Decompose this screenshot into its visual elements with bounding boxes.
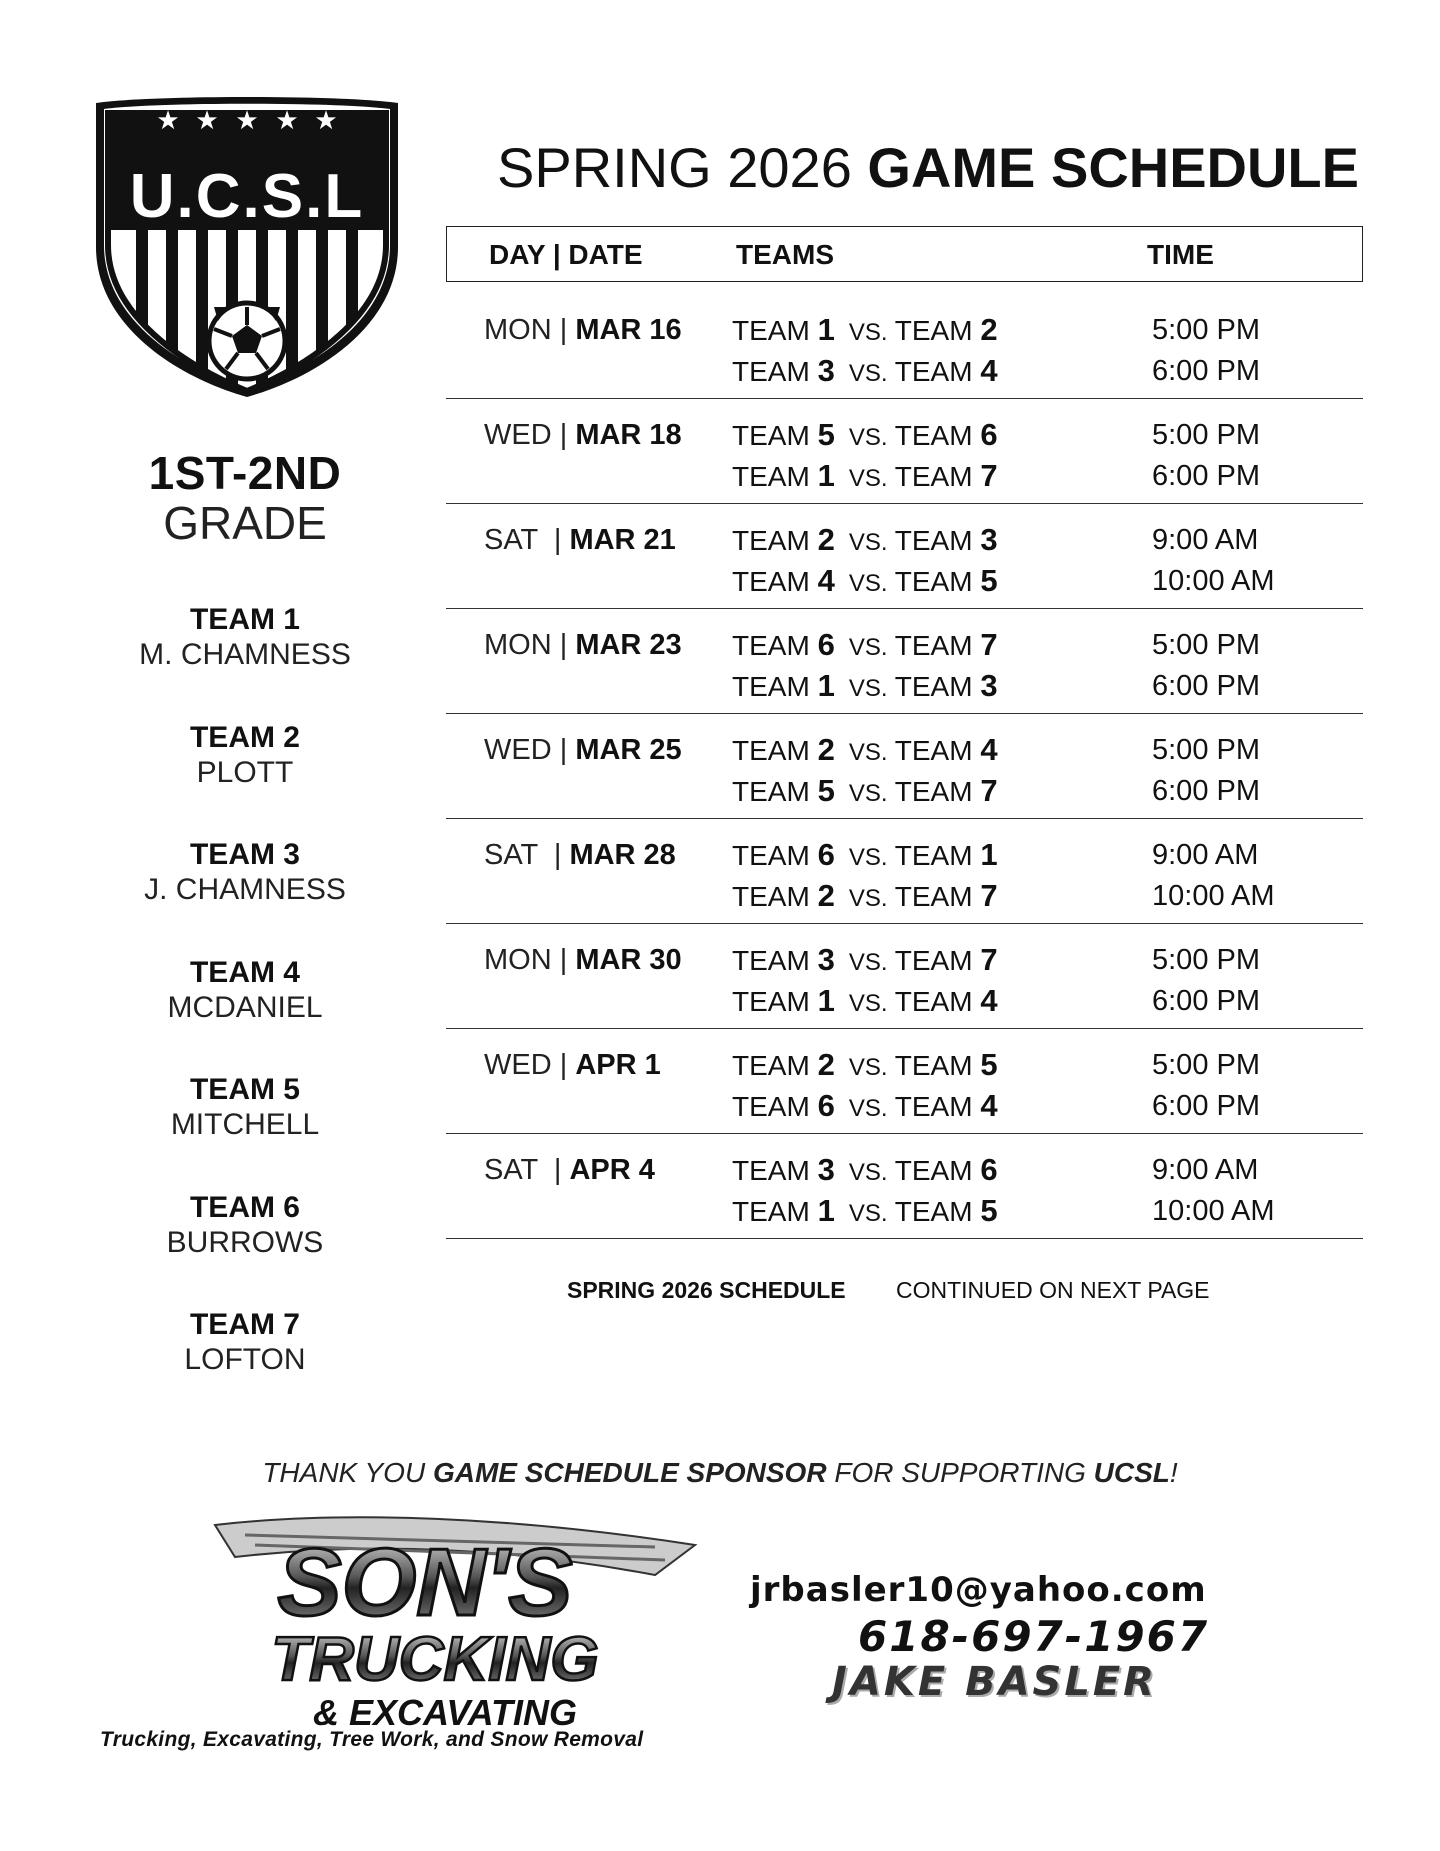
game-day-row [446,1030,1363,1134]
game-time: 6:00 PM [1152,460,1260,492]
home-team-number: 2 [817,522,835,557]
home-team-number: 3 [817,942,835,977]
star-icon: ★ [275,106,299,136]
away-team-number: 4 [980,353,998,388]
home-team-number: 2 [817,1047,835,1082]
sponsor-thanks [0,1457,1440,1489]
day-of-week: MON | [484,944,576,976]
game-time: 5:00 PM [1152,314,1260,346]
versus-label: VS. [848,1095,888,1122]
team-name: TEAM 7 [189,1308,300,1341]
game-time: 6:00 PM [1152,355,1260,387]
versus-label: VS. [848,570,888,597]
away-team-number: 4 [980,1088,998,1123]
day-of-week: MON | [484,314,576,346]
team-label: TEAM [732,630,810,661]
matchup [732,523,998,560]
team-label: TEAM [894,945,973,976]
header-day-date: DAY | DATE [489,239,643,270]
team-label: TEAM [732,356,810,387]
game-time: 10:00 AM [1152,565,1275,597]
sponsor-phone: 618-697-1967 [858,1612,1210,1661]
team-entry [90,721,400,839]
day-date-label [484,1048,661,1082]
game-date: APR 4 [569,1154,655,1186]
matchup [732,564,998,601]
team-label: TEAM [732,776,810,807]
team-label: TEAM [894,671,973,702]
logo-text: U.C.S.L [129,162,365,231]
team-name: TEAM 5 [189,1073,300,1106]
thanks-part: FOR SUPPORTING [826,1457,1094,1488]
team-label: TEAM [894,1196,973,1227]
game-date: MAR 25 [575,734,682,766]
game-time: 10:00 AM [1152,880,1275,912]
star-icon: ★ [156,106,180,136]
star-icon: ★ [314,106,338,136]
team-label: TEAM [732,420,810,451]
away-team-number: 2 [980,312,998,347]
team-label: TEAM [894,461,973,492]
team-label: TEAM [732,1196,810,1227]
team-coach: MITCHELL [170,1108,320,1141]
soccer-ball-icon [209,303,285,379]
matchup [732,1194,998,1231]
away-team-number: 7 [980,458,998,493]
header-teams: TEAMS [736,239,834,270]
home-team-number: 1 [817,1193,835,1228]
day-date-label [484,943,682,977]
title-bold: GAME SCHEDULE [867,136,1359,199]
sponsor-slogan: Trucking, Excavating, Tree Work, and Snow Removal [100,1728,644,1751]
versus-label: VS. [848,529,888,556]
versus-label: VS. [848,319,888,346]
home-team-number: 6 [817,837,835,872]
versus-label: VS. [848,844,888,871]
day-date-label [484,733,682,767]
game-time: 5:00 PM [1152,419,1260,451]
team-coach: MCDANIEL [167,990,323,1024]
team-label: TEAM [894,986,973,1017]
game-time: 5:00 PM [1152,734,1260,766]
versus-label: VS. [848,739,888,766]
day-of-week: SAT | [484,839,570,871]
game-time: 5:00 PM [1152,944,1260,976]
sponsor-email: jrbasler10@yahoo.com [750,1570,1207,1610]
away-team-number: 7 [980,773,998,808]
away-team-number: 3 [980,668,998,703]
game-time: 9:00 AM [1152,524,1259,556]
matchup [732,669,998,706]
team-label: TEAM [732,881,810,912]
game-day-row [446,610,1363,714]
versus-label: VS. [848,465,888,492]
versus-label: VS. [848,885,888,912]
team-label: TEAM [894,630,973,661]
game-day-row [446,505,1363,609]
game-day-row [446,400,1363,504]
matchup [732,879,998,916]
away-team-number: 5 [980,1047,998,1082]
team-coach: J. CHAMNESS [144,873,346,906]
away-team-number: 6 [980,1152,998,1187]
team-label: TEAM [894,315,973,346]
team-label: TEAM [732,671,810,702]
matchup [732,418,998,455]
team-entry [90,603,400,721]
matchup [732,313,998,350]
game-day-row [446,715,1363,819]
away-team-number: 1 [980,837,998,872]
home-team-number: 5 [817,417,835,452]
team-entry [90,1308,400,1426]
thanks-part: THANK YOU [262,1457,433,1488]
sponsor-line-2: TRUCKING [271,1625,599,1694]
versus-label: VS. [848,1200,888,1227]
away-team-number: 7 [980,878,998,913]
home-team-number: 1 [817,312,835,347]
team-label: TEAM [894,566,973,597]
team-label: TEAM [732,525,810,556]
away-team-number: 5 [980,1193,998,1228]
header-time: TIME [1147,239,1214,270]
star-icon: ★ [235,106,259,136]
away-team-number: 5 [980,563,998,598]
versus-label: VS. [848,424,888,451]
day-date-label [484,628,682,662]
star-icon: ★ [195,106,219,136]
game-time: 9:00 AM [1152,1154,1259,1186]
versus-label: VS. [848,675,888,702]
game-time: 5:00 PM [1152,629,1260,661]
game-time: 5:00 PM [1152,1049,1260,1081]
team-name: TEAM 2 [189,720,300,754]
team-coach: M. CHAMNESS [139,638,351,671]
team-label: TEAM [894,420,973,451]
game-date: MAR 16 [575,314,682,346]
versus-label: VS. [848,949,888,976]
continued-note: CONTINUED ON NEXT PAGE [896,1277,1210,1303]
day-of-week: MON | [484,629,576,661]
matchup [732,838,998,875]
schedule-header [446,226,1363,282]
day-date-label [484,313,682,347]
day-date-label [484,838,676,872]
game-day-row [446,295,1363,399]
game-time: 6:00 PM [1152,670,1260,702]
sponsor-contact-name: JAKE BASLER [832,1659,1157,1705]
home-team-number: 1 [817,983,835,1018]
day-of-week: WED | [484,419,576,451]
game-date: MAR 28 [569,839,676,871]
versus-label: VS. [848,360,888,387]
team-name: TEAM 3 [189,838,300,871]
home-team-number: 1 [817,458,835,493]
team-label: TEAM [894,1155,973,1186]
sponsor-line-1: SON'S [277,1529,573,1636]
matchup [732,733,998,770]
away-team-number: 4 [980,732,998,767]
matchup [732,1048,998,1085]
home-team-number: 3 [817,1152,835,1187]
team-label: TEAM [732,1155,810,1186]
team-label: TEAM [894,840,973,871]
team-label: TEAM [732,945,810,976]
matchup [732,1089,998,1126]
day-date-label [484,418,682,452]
game-day-row [446,925,1363,1029]
team-label: TEAM [732,566,810,597]
team-label: TEAM [732,461,810,492]
game-day-row [446,820,1363,924]
day-of-week: WED | [484,1049,576,1081]
team-label: TEAM [894,1050,973,1081]
team-entry [90,1191,400,1309]
team-label: TEAM [732,735,810,766]
team-name: TEAM 1 [189,603,300,636]
page-title [497,138,1359,198]
schedule-table [446,295,1363,1240]
team-entry [90,956,400,1074]
team-label: TEAM [732,986,810,1017]
team-label: TEAM [894,776,973,807]
thanks-bold: UCSL [1093,1457,1170,1488]
game-time: 9:00 AM [1152,839,1259,871]
game-time: 10:00 AM [1152,1195,1275,1227]
team-name: TEAM 6 [189,1190,300,1224]
team-coach: BURROWS [166,1225,324,1259]
matchup [732,1153,998,1190]
home-team-number: 6 [817,1088,835,1123]
thanks-part: ! [1169,1457,1178,1488]
away-team-number: 6 [980,417,998,452]
matchup [732,459,998,496]
team-label: TEAM [732,1091,810,1122]
team-entry [90,1073,400,1191]
team-entry [90,838,400,956]
game-time: 6:00 PM [1152,985,1260,1017]
versus-label: VS. [848,990,888,1017]
versus-label: VS. [848,1159,888,1186]
team-coach: PLOTT [196,755,294,789]
matchup [732,774,998,811]
team-roster [90,603,400,1426]
home-team-number: 3 [817,353,835,388]
away-team-number: 7 [980,627,998,662]
grade-heading [90,447,400,549]
team-label: TEAM [732,1050,810,1081]
day-date-label [484,1153,655,1187]
matchup [732,943,998,980]
team-label: TEAM [894,735,973,766]
away-team-number: 4 [980,983,998,1018]
day-of-week: SAT | [484,1154,570,1186]
thanks-bold: GAME SCHEDULE SPONSOR [432,1457,827,1488]
matchup [732,628,998,665]
team-label: TEAM [894,525,973,556]
versus-label: VS. [848,634,888,661]
team-label: TEAM [894,356,973,387]
home-team-number: 6 [817,627,835,662]
matchup [732,984,998,1021]
grade-line-2: GRADE [163,497,327,549]
day-of-week: SAT | [484,524,570,556]
away-team-number: 7 [980,942,998,977]
team-label: TEAM [732,840,810,871]
team-name: TEAM 4 [189,955,300,989]
home-team-number: 4 [817,563,835,598]
versus-label: VS. [848,1054,888,1081]
home-team-number: 2 [817,732,835,767]
versus-label: VS. [848,780,888,807]
game-time: 6:00 PM [1152,1090,1260,1122]
game-date: MAR 30 [575,944,682,976]
team-coach: LOFTON [184,1343,306,1376]
team-label: TEAM [732,315,810,346]
grade-line-1: 1ST-2ND [148,447,342,499]
game-date: APR 1 [575,1049,661,1081]
home-team-number: 2 [817,878,835,913]
schedule-footer-label: SPRING 2026 SCHEDULE [567,1277,846,1303]
title-light: SPRING 2026 [497,136,852,199]
team-label: TEAM [894,881,973,912]
sponsor-logo [95,1505,815,1765]
game-date: MAR 23 [575,629,682,661]
matchup [732,354,998,391]
home-team-number: 5 [817,773,835,808]
game-time: 6:00 PM [1152,775,1260,807]
day-of-week: WED | [484,734,576,766]
day-date-label [484,523,676,557]
away-team-number: 3 [980,522,998,557]
sponsor-line-3: & EXCAVATING [312,1692,578,1733]
ucsl-logo [90,95,404,397]
game-day-row [446,1135,1363,1239]
game-date: MAR 18 [575,419,682,451]
game-date: MAR 21 [569,524,676,556]
home-team-number: 1 [817,668,835,703]
team-label: TEAM [894,1091,973,1122]
